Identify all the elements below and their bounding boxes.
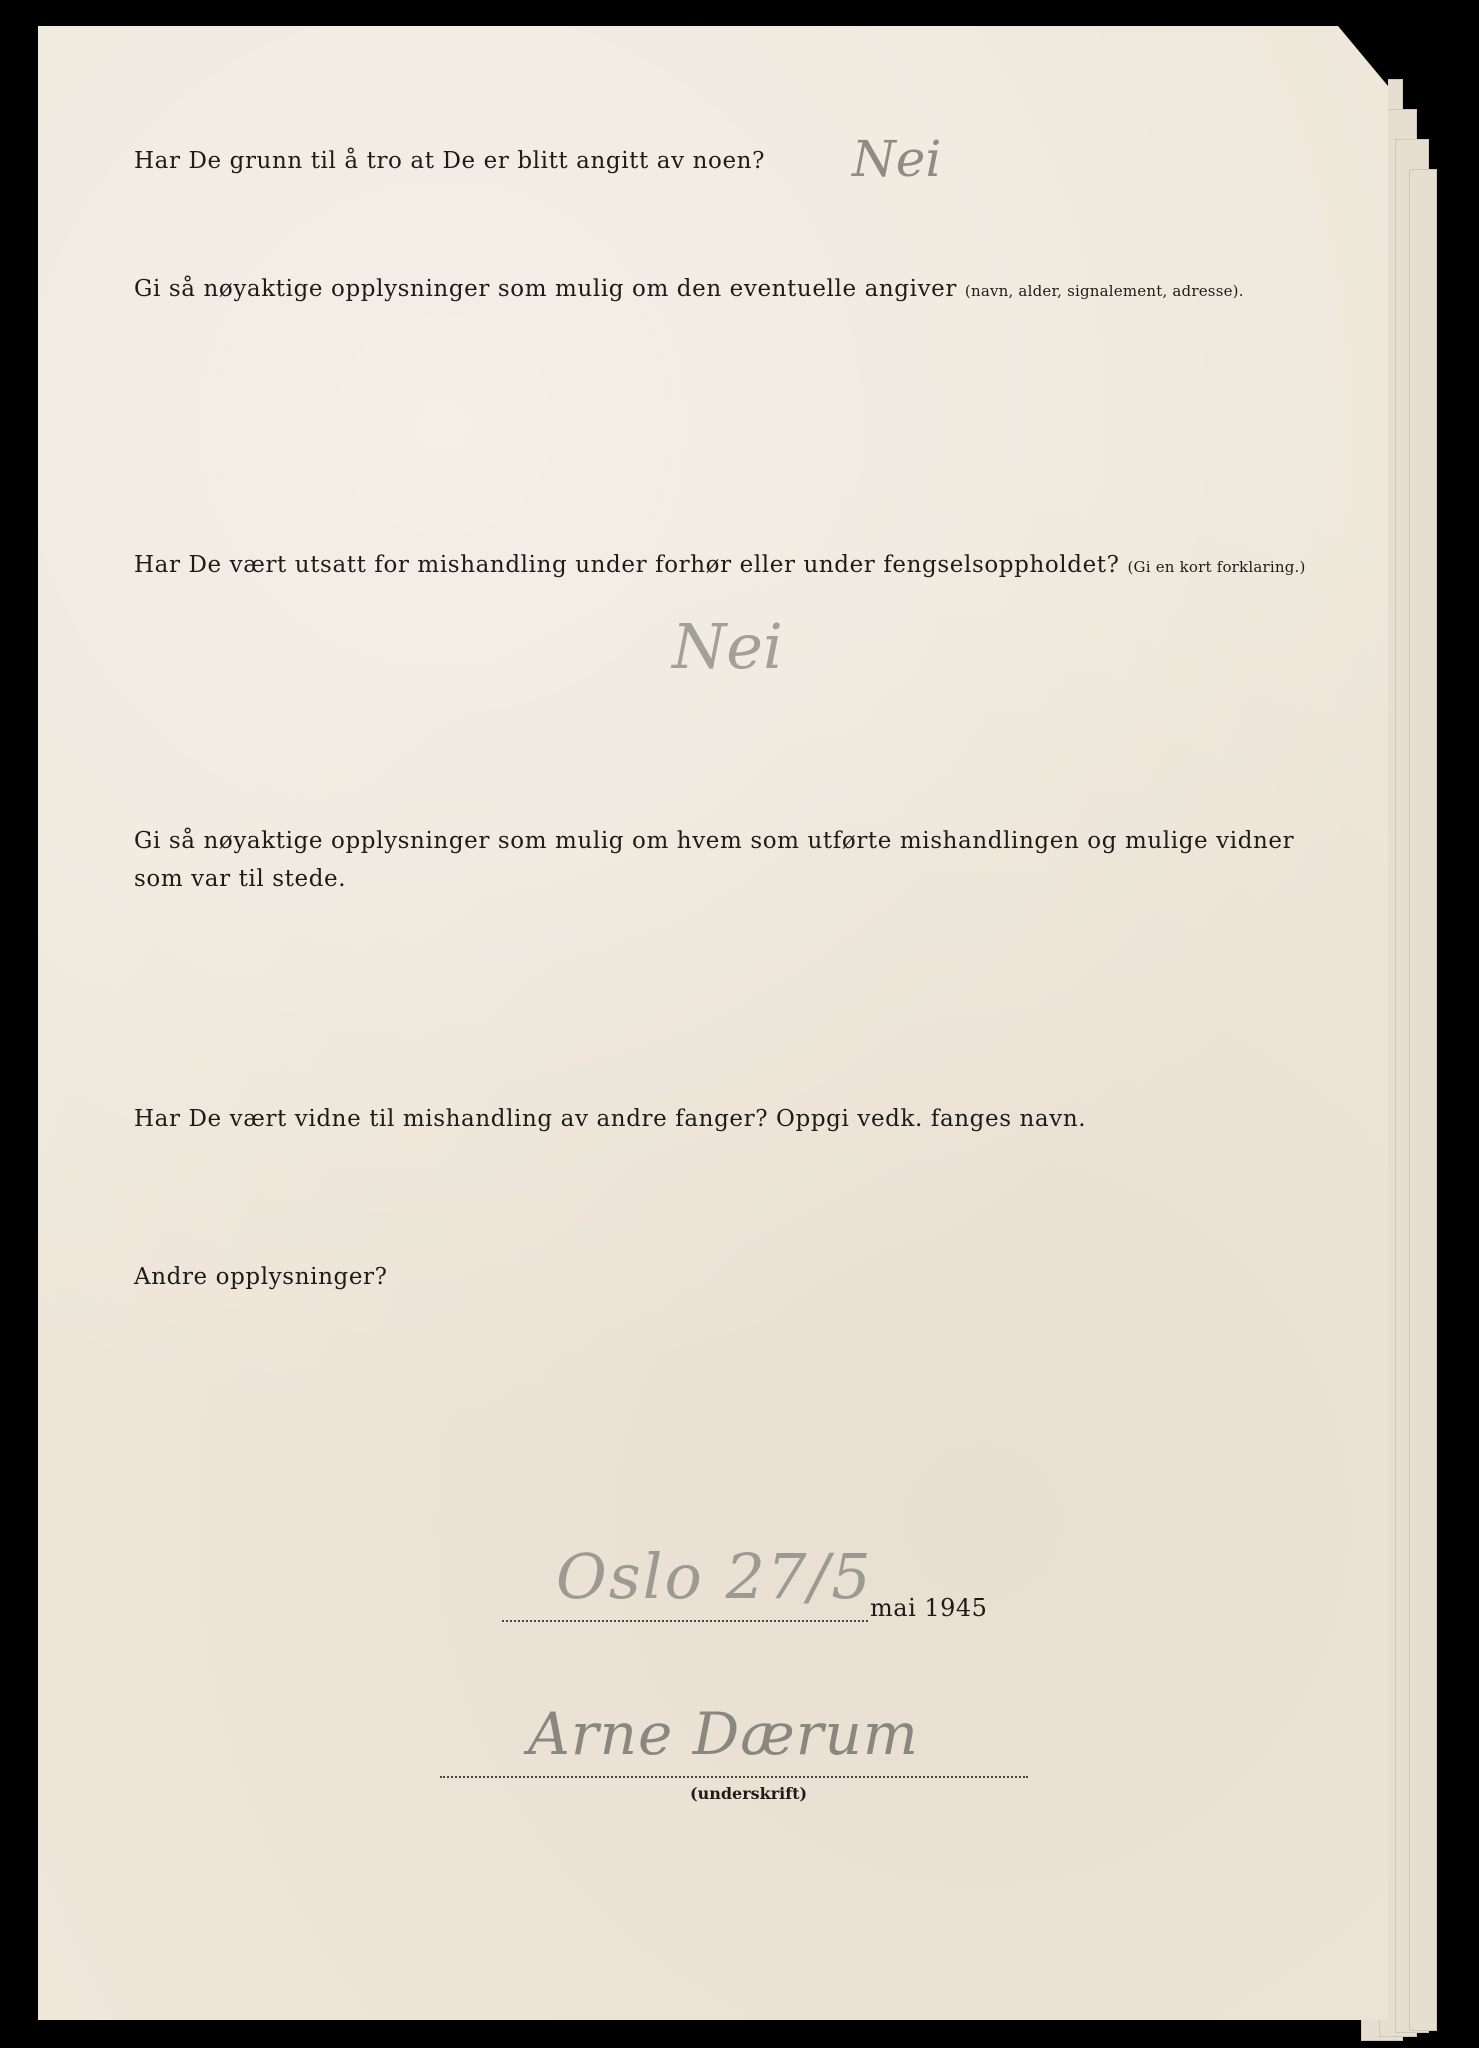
question-angitt: Har De grunn til å tro at De er blitt angitt av noen?	[134, 148, 766, 174]
answer-angitt: Nei	[852, 130, 942, 188]
question-hvem-utforte-cont: som var til stede.	[134, 866, 347, 892]
date-dotted-line	[502, 1620, 868, 1622]
signature-label: (underskrift)	[690, 1784, 808, 1803]
folded-corner	[1338, 26, 1388, 86]
page-stack-edge	[1410, 170, 1436, 2030]
question-angiver: Gi så nøyaktige opplysninger som mulig om den eventuelle angiver (navn, alder, signalement, adresse).	[134, 276, 1244, 302]
date-typed: mai 1945	[870, 1594, 988, 1622]
question-andre: Andre opplysninger?	[134, 1264, 388, 1290]
date-handwritten: Oslo 27/5	[556, 1540, 873, 1613]
signature-dotted-line	[440, 1776, 1028, 1778]
signature-handwritten: Arne Dærum	[528, 1700, 919, 1768]
question-mishandling: Har De vært utsatt for mishandling under forhør eller under fengselsoppholdet? (Gi en kort forklaring.)	[134, 552, 1306, 578]
question-vidne: Har De vært vidne til mishandling av andre fanger? Oppgi vedk. fanges navn.	[134, 1106, 1087, 1132]
question-hvem-utforte: Gi så nøyaktige opplysninger som mulig om hvem som utførte mishandlingen og mulige vidner	[134, 828, 1295, 854]
answer-mishandling: Nei	[672, 610, 783, 683]
